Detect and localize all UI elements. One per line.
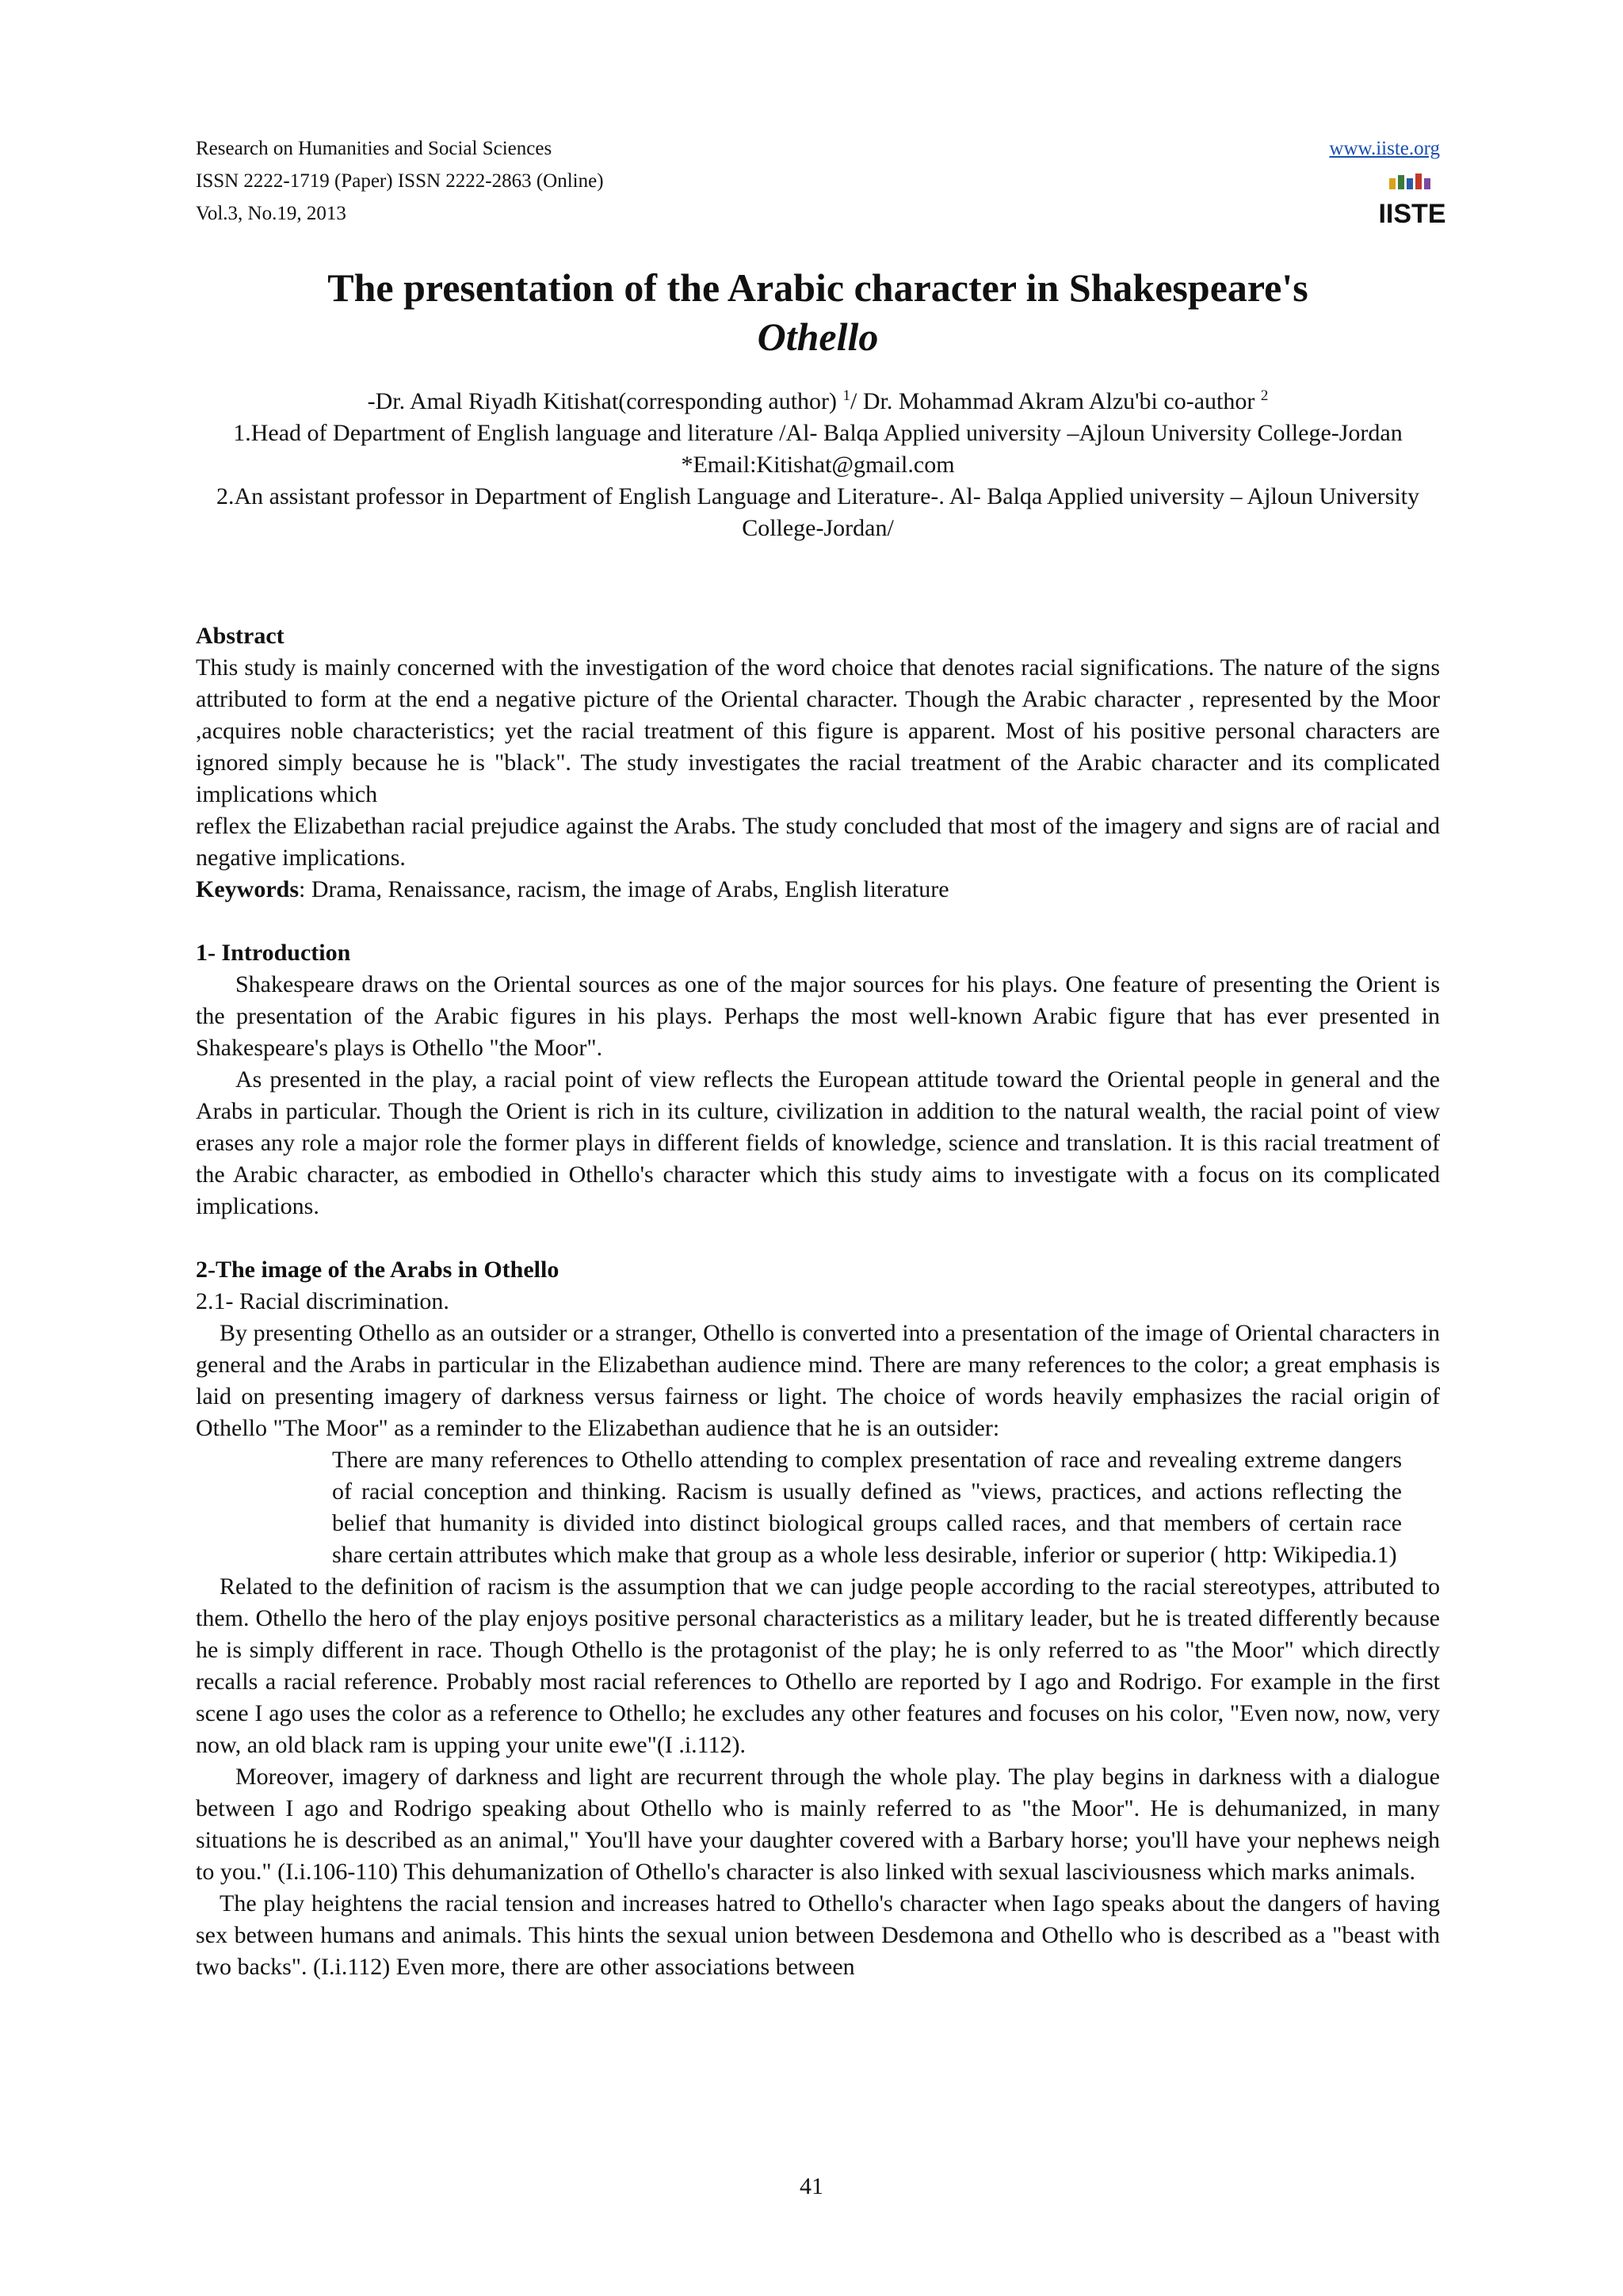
section-2 — [196, 1254, 1440, 1983]
page-number: 41 — [800, 2173, 823, 2199]
author-1: -Dr. Amal Riyadh Kitishat(corresponding author) — [367, 388, 843, 414]
keywords-label: Keywords — [196, 876, 299, 902]
introduction-heading: 1- Introduction — [196, 940, 351, 966]
block-quote: There are many references to Othello attending to complex presentation of race and revealing extreme dangers of racial conception and thinking. Racism is usually defined as "views, practices, and actions reflecting the belief that humanity is divided into distinct biological groups called races, and that members of certain race share certain attributes which make that group as a whole less desirable, inferior or superior ( http: Wikipedia.1) — [332, 1447, 1402, 1568]
abstract-section — [196, 620, 1440, 906]
author-line — [196, 386, 1440, 418]
author-email: *Email:Kitishat@gmail.com — [681, 452, 955, 478]
title-line-2: Othello — [757, 315, 879, 359]
introduction-paragraph-2: As presented in the play, a racial point of view reflects the European attitude toward the Oriental people in general and the Arabs in particular. Though the Orient is rich in its culture, civilization in addition to the natural wealth, the racial point of view erases any role a major role the former plays in different fields of knowledge, science and translation. It is this racial treatment of the Arabic character, as embodied in Othello's character which this study aims to investigate with a focus on its complicated implications. — [196, 1066, 1440, 1219]
affiliation-1: 1.Head of Department of English language and literature /Al- Balqa Applied university –Ajloun University College-Jordan — [233, 420, 1403, 446]
running-header — [196, 132, 1446, 230]
iiste-logo — [1378, 172, 1446, 231]
section-2-heading: 2-The image of the Arabs in Othello — [196, 1257, 559, 1283]
section-2-paragraph-3: Moreover, imagery of darkness and light are recurrent through the whole play. The play begins in darkness with a dialogue between I ago and Rodrigo speaking about Othello who is mainly referred to as "the Moor". He is dehumanized, in many situations he is described as an animal," You'll have your daughter covered with a Barbary horse; you'll have your nephews neigh to you." (I.i.106-110) This dehumanization of Othello's character is also linked with sexual lasciviousness which marks animals. — [196, 1764, 1440, 1885]
paper-title — [196, 263, 1440, 361]
introduction-section — [196, 937, 1440, 1222]
journal-volume: Vol.3, No.19, 2013 — [196, 203, 346, 224]
abstract-text-1: This study is mainly concerned with the investigation of the word choice that denotes racial significations. The nature of the signs attributed to form at the end a negative picture of the Oriental character. Though the Arabic character , represented by the Moor ,acquires noble characteristics; yet the racial treatment of this figure is apparent. Most of his positive personal characters are ignored simply because he is "black". The study investigates the racial treatment of the Arabic character and its complicated implications which — [196, 654, 1440, 807]
section-2-paragraph-4: The play heightens the racial tension and increases hatred to Othello's character when Iago speaks about the dangers of having sex between humans and animals. This hints the sexual union between Desdemona and Othello who is described as a "beast with two backs". (I.i.112) Even more, there are other associations between — [196, 1890, 1440, 1980]
keywords-text: : Drama, Renaissance, racism, the image of Arabs, English literature — [299, 876, 949, 902]
keywords-line — [196, 874, 1440, 906]
logo-text: IISTE — [1378, 199, 1446, 229]
abstract-heading: Abstract — [196, 623, 285, 649]
author-2: / Dr. Mohammad Akram Alzu'bi co-author — [850, 388, 1261, 414]
journal-issn: ISSN 2222-1719 (Paper) ISSN 2222-2863 (Online) — [196, 170, 604, 192]
title-line-1: The presentation of the Arabic character in Shakespeare's — [327, 265, 1308, 310]
abstract-text-2: reflex the Elizabethan racial prejudice against the Arabs. The study concluded that most of the imagery and signs are of racial and negative implications. — [196, 813, 1440, 871]
journal-name: Research on Humanities and Social Sciences — [196, 138, 552, 159]
section-2-paragraph-1: By presenting Othello as an outsider or a stranger, Othello is converted into a presentation of the image of Oriental characters in general and the Arabs in particular in the Elizabethan audience mind. There are many references to the color; a great emphasis is laid on presenting imagery of darkness versus fairness or light. The choice of words heavily emphasizes the racial origin of Othello "The Moor" as a reminder to the Elizabethan audience that he is an outsider: — [196, 1320, 1440, 1441]
section-2-paragraph-2: Related to the definition of racism is the assumption that we can judge people according to the racial stereotypes, attributed to them. Othello the hero of the play enjoys positive personal characteristics as a military leader, but he is treated differently because he is simply different in race. Though Othello is the protagonist of the play; he is only referred to as "the Moor" which directly recalls a racial reference. Probably most racial references to Othello are reported by I ago and Rodrigo. For example in the first scene I ago uses the color as a reference to Othello; he excludes any other features and focuses on his color, "Even now, now, very now, an old black ram is upping your unite ewe"(I .i.112). — [196, 1573, 1440, 1758]
section-2-subheading: 2.1- Racial discrimination. — [196, 1288, 449, 1314]
journal-url-link[interactable]: www.iiste.org — [1329, 138, 1440, 159]
author-2-sup: 2 — [1260, 387, 1269, 404]
author-1-sup: 1 — [842, 387, 851, 404]
introduction-paragraph-1: Shakespeare draws on the Oriental sources as one of the major sources for his plays. One feature of presenting the Orient is the presentation of the Arabic figures in his plays. Perhaps the most well-known Arabic figure that has ever presented in Shakespeare's plays is Othello "the Moor". — [196, 971, 1440, 1061]
author-block — [196, 386, 1440, 544]
affiliation-2: 2.An assistant professor in Department of English Language and Literature-. Al- Balqa Applied university – Ajloun University College-Jordan/ — [216, 483, 1420, 541]
journal-info — [196, 132, 1440, 230]
